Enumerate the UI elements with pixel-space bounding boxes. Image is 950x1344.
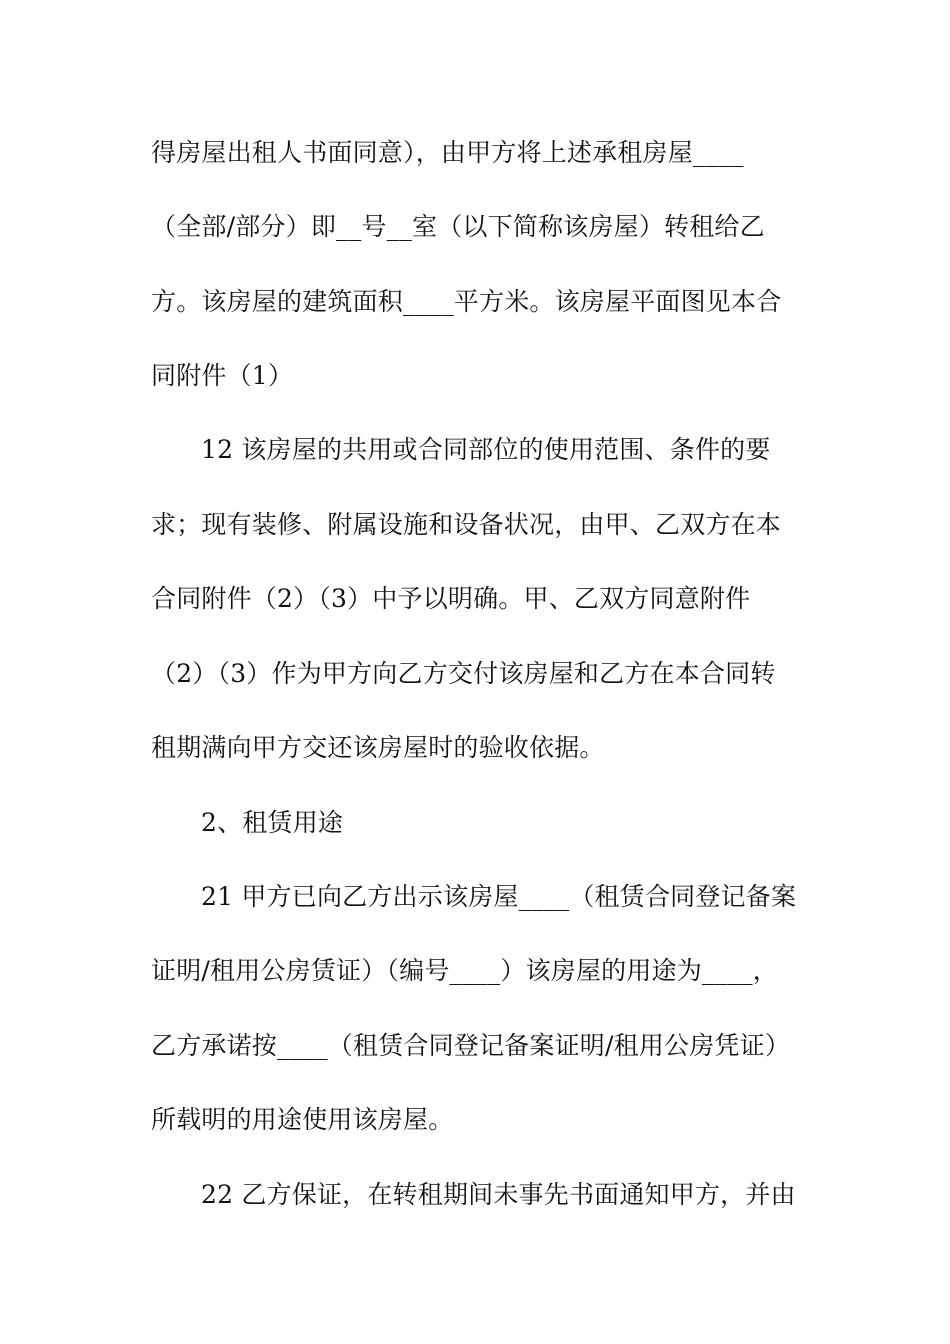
text-line: 证明/租用公房赁证）（编号____）该房屋的用途为____， bbox=[151, 956, 778, 985]
text-line: 方。该房屋的建筑面积____平方米。该房屋平面图见本合 bbox=[151, 287, 782, 316]
text-line: 所载明的用途使用该房屋。 bbox=[151, 1105, 454, 1134]
text-line: 12 该房屋的共用或合同部位的使用范围、条件的要 bbox=[201, 435, 771, 464]
text-line: 租期满向甲方交还该房屋时的验收依据。 bbox=[151, 733, 605, 762]
text-line: 得房屋出租人书面同意），由甲方将上述承租房屋____ bbox=[151, 138, 744, 167]
text-line: 21 甲方已向乙方出示该房屋____（租赁合同登记备案 bbox=[201, 882, 797, 911]
text-line: 22 乙方保证，在转租期间未事先书面通知甲方，并由 bbox=[201, 1180, 796, 1209]
text-line: 乙方承诺按____（租赁合同登记备案证明/租用公房凭证） bbox=[151, 1031, 791, 1060]
text-line: 求；现有装修、附属设施和设备状况，由甲、乙双方在本 bbox=[151, 510, 782, 539]
text-line: （全部/部分）即__号__室（以下简称该房屋）转租给乙 bbox=[151, 212, 765, 241]
text-line: 合同附件（2）（3）中予以明确。甲、乙双方同意附件 bbox=[151, 584, 751, 613]
text-line: （2）（3）作为甲方向乙方交付该房屋和乙方在本合同转 bbox=[151, 659, 776, 688]
text-line: 同附件（1） bbox=[151, 361, 294, 390]
section-heading: 2、租赁用途 bbox=[201, 808, 344, 837]
